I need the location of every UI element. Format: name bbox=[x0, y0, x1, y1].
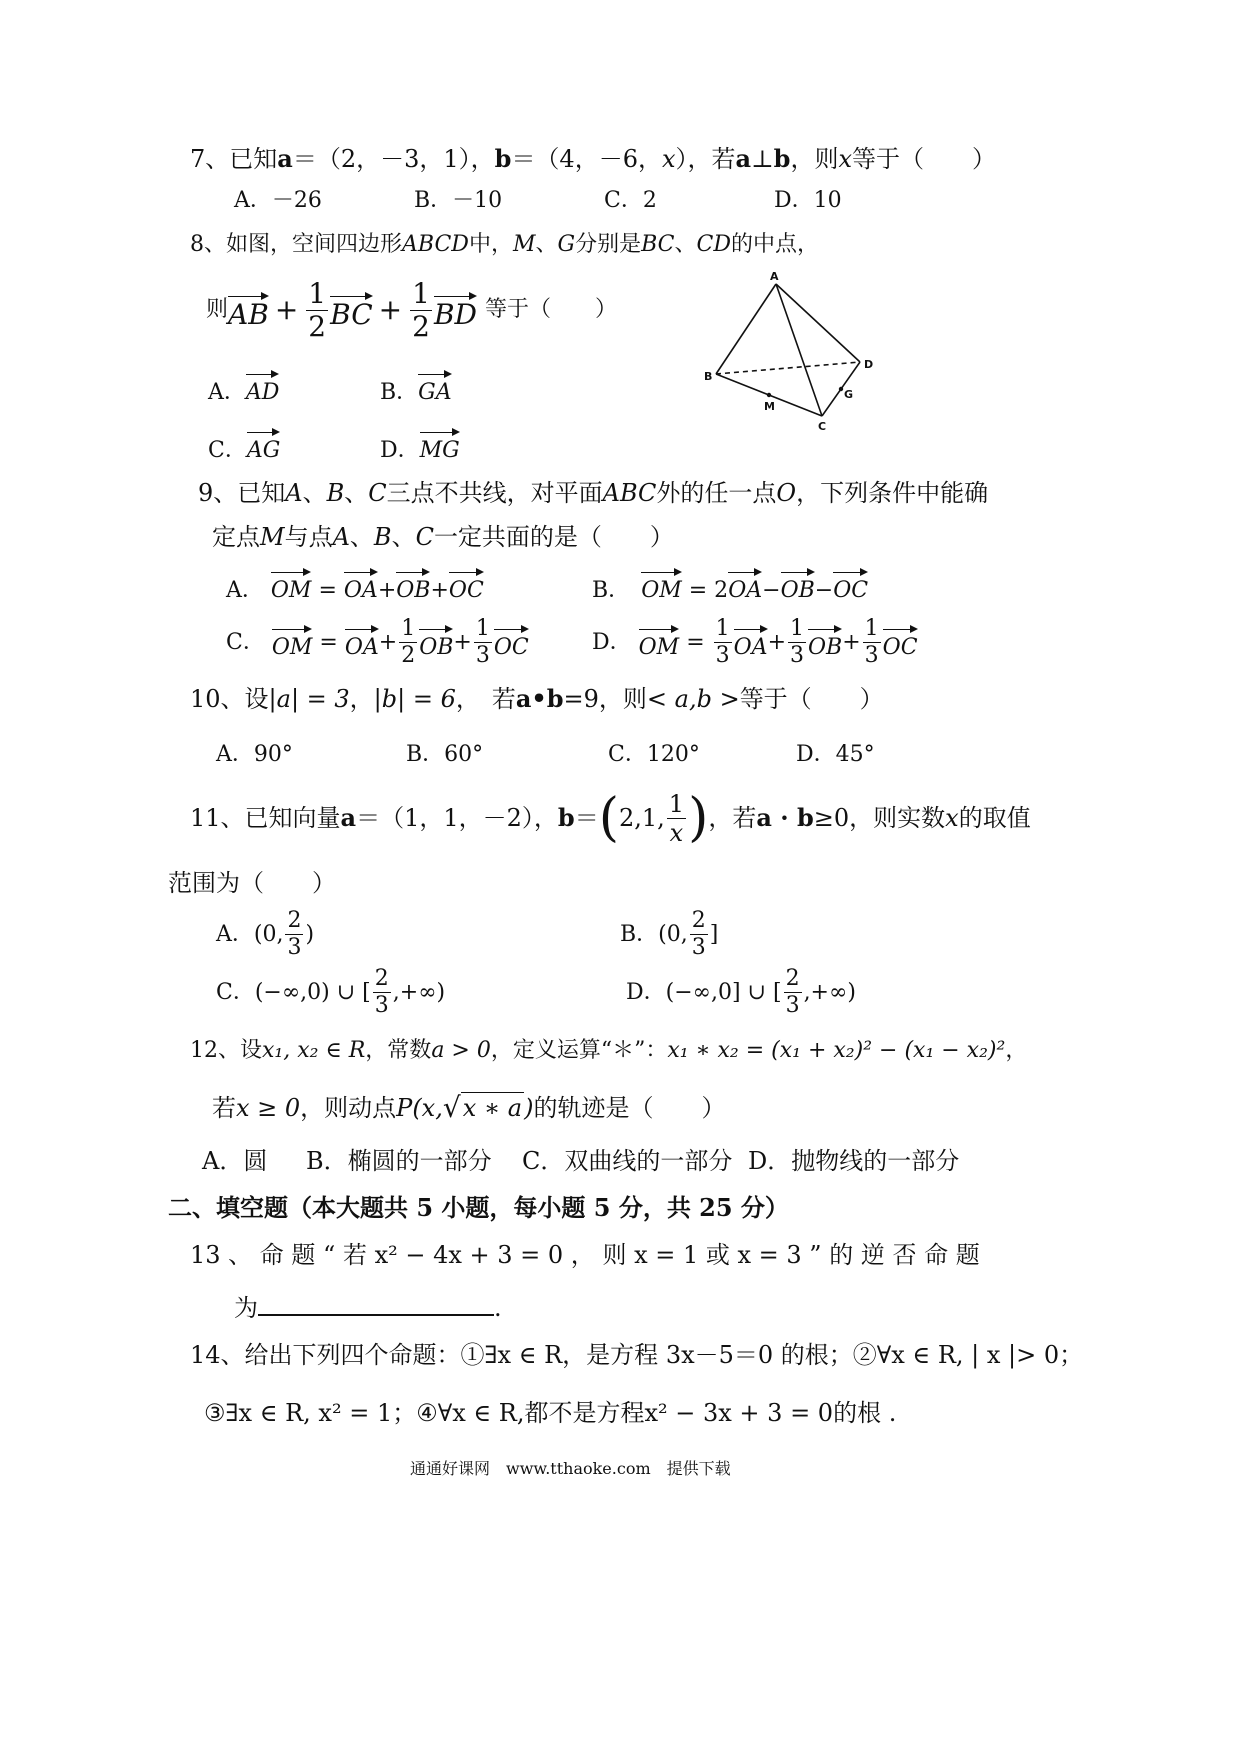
figure-label-m: M bbox=[764, 400, 775, 413]
q12-option-d: D．抛物线的一部分 bbox=[748, 1147, 960, 1175]
q9-stem-line2: 定点M与点A、B、C一定共面的是（ ） bbox=[212, 523, 674, 551]
q7-option-c: C．2 bbox=[604, 188, 657, 213]
q12-option-a: A．圆 bbox=[202, 1147, 268, 1175]
figure-label-g: G bbox=[844, 388, 854, 401]
q12-stem-line1: 12、设x₁, x₂ ∈ R，常数a > 0，定义运算“＊”：x₁ ∗ x₂ = (x₁ + x₂)² − (x₁ − x₂)²， bbox=[190, 1038, 1028, 1063]
q11-option-b: B． (0, $\frac{2}{3}$ ] bbox=[620, 908, 719, 960]
q13-stem-line2: 为 . bbox=[234, 1290, 502, 1323]
q11-stem-line2: 范围为（ ） bbox=[168, 869, 336, 897]
section-heading: 二、填空题（本大题共 5 小题，每小题 5 分，共 25 分） bbox=[168, 1193, 789, 1222]
q11-stem: 11、 已知向量 a ＝（1，1，－2）， b ＝ ( 2,1, $\frac{1}{x}$ ) ，若 a · b ≥0，则实数 x 的取值 bbox=[190, 788, 1031, 848]
q9-option-c: C． OM = OA + $\frac{1}{2}$ OB + $\frac{1}{3}$ OC bbox=[226, 616, 529, 668]
q9-stem-line1: 9、已知A、B、C三点不共线，对平面ABC外的任一点O，下列条件中能确 bbox=[198, 479, 989, 507]
figure-label-d: D bbox=[864, 358, 874, 371]
tetrahedron-figure bbox=[690, 262, 900, 442]
q7-option-b: B．－10 bbox=[414, 188, 503, 213]
q13-stem-line1: 13 、 命 题 “ 若 x² − 4x + 3 = 0 ， 则 x = 1 或 x = 3 ” 的 逆 否 命 题 bbox=[190, 1241, 980, 1269]
q8-option-d: D．MG bbox=[380, 426, 460, 466]
q9-option-a: A． OM = OA+OB+OC bbox=[226, 566, 484, 606]
q10-option-c: C．120° bbox=[608, 742, 700, 767]
q9-option-b: B． OM = 2OA−OB−OC bbox=[592, 566, 868, 606]
q10-option-a: A．90° bbox=[216, 742, 293, 767]
q11-option-a: A． (0, $\frac{2}{3}$ ) bbox=[216, 908, 315, 960]
q10-stem: 10、设|a| = 3，|b| = 6， 若a•b=9，则< a,b >等于（ ） bbox=[190, 684, 884, 713]
q11-option-c: C． (−∞,0) ∪ [ $\frac{2}{3}$ ,+∞) bbox=[216, 966, 446, 1018]
q12-option-c: C．双曲线的一部分 bbox=[522, 1147, 733, 1175]
q13-answer-blank[interactable] bbox=[258, 1290, 494, 1316]
q12-option-b: B．椭圆的一部分 bbox=[306, 1147, 492, 1175]
q8-option-b: B．GA bbox=[380, 368, 452, 408]
figure-label-c: C bbox=[818, 420, 827, 433]
q11-option-d: D． (−∞,0] ∪ [ $\frac{2}{3}$ ,+∞) bbox=[626, 966, 856, 1018]
q14-stem-line2: ③∃x ∈ R, x² = 1；④∀x ∈ R,都不是方程x² − 3x + 3 = 0的根 . bbox=[204, 1399, 897, 1427]
footer: 通通好课网 www.tthaoke.com 提供下载 bbox=[410, 1459, 731, 1478]
q14-stem-line1: 14、给出下列四个命题：①∃x ∈ R，是方程 3x－5＝0 的根；②∀x ∈ R, | x |> 0； bbox=[190, 1341, 1084, 1369]
q8-expression: 则 AB + $\frac{1}{2}$ BC + $\frac{1}{2}$ BD 等于（ ） bbox=[206, 276, 617, 343]
figure-label-b: B bbox=[704, 370, 713, 383]
q10-option-d: D．45° bbox=[796, 742, 875, 767]
q12-stem-line2: 若 x ≥ 0 ，则动点 P(x, √ x ∗ a ) 的轨迹是（ ） bbox=[212, 1091, 726, 1124]
q7-stem: 7、已知a＝（2，－3，1），b＝（4，－6，x），若a⊥b，则x等于（ ） bbox=[190, 144, 996, 173]
q9-option-d: D． OM = $\frac{1}{3}$ OA + $\frac{1}{3}$ OB + $\frac{1}{3}$ OC bbox=[592, 616, 918, 668]
q8-stem: 8、如图，空间四边形ABCD中，M、G分别是BC、CD的中点， bbox=[190, 232, 820, 257]
q10-option-b: B．60° bbox=[406, 742, 484, 767]
figure-label-a: A bbox=[770, 270, 779, 283]
q8-option-c: C．AG bbox=[208, 426, 280, 466]
q8-option-a: A．AD bbox=[208, 368, 279, 408]
q7-option-a: A．－26 bbox=[234, 188, 322, 213]
q7-option-d: D．10 bbox=[774, 188, 842, 213]
